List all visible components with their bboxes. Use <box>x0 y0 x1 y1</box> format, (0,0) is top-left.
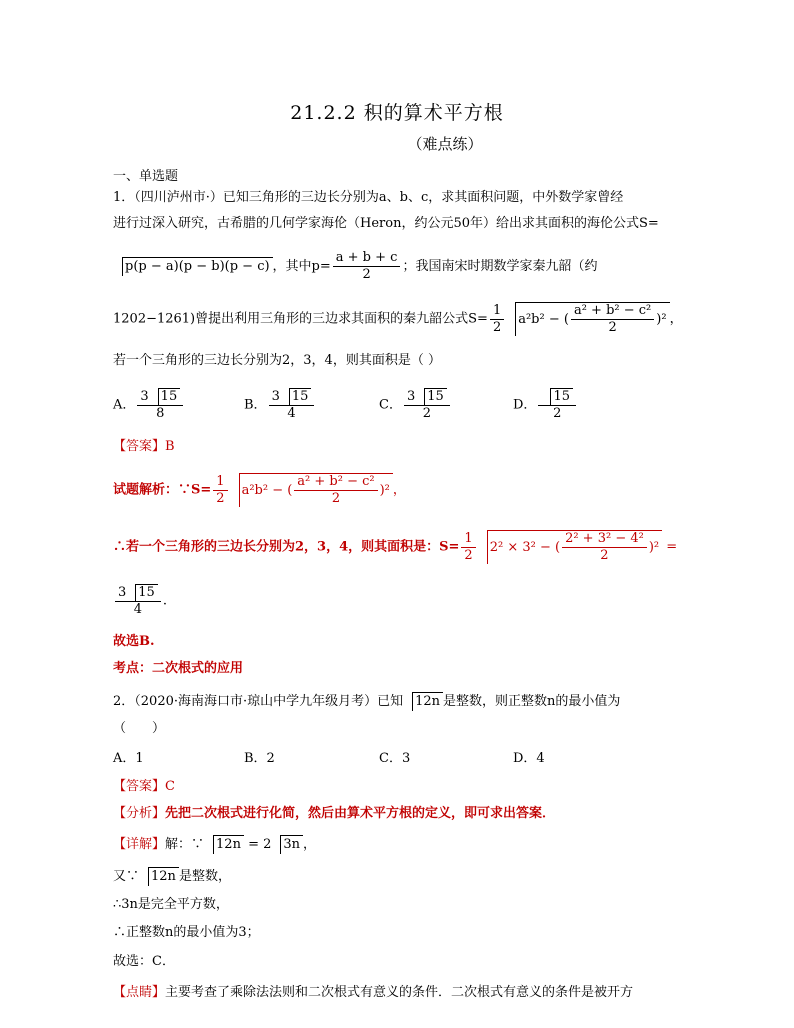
half-fraction: $\frac{1}{2}$ <box>490 303 504 336</box>
page-title: 21.2.2 积的算术平方根 <box>290 102 504 124</box>
q1-option-b: B． $\frac{3 15}{4}$ <box>244 388 316 422</box>
qin-sqrt: a²b² − ( $\frac{\text{a² + b² − c²}}{2}$ )² <box>506 302 669 336</box>
q1-analysis: 试题解析：∵S= $\frac{1}{2}$ a²b² − ( $\frac{\text{a² + b² − c²}}{2}$ )² ， <box>113 473 406 506</box>
q1-line3: p(p − a)(p − b)(p − c) ，其中p= $\frac{a + b + c}{2}$ ；我国南宋时期数学家秦九韶（约 <box>113 250 597 283</box>
page-subtitle: （难点练） <box>407 135 483 153</box>
p-fraction: $\frac{a + b + c}{2}$ <box>333 250 401 283</box>
q1-option-c: C． $\frac{3 15}{2}$ <box>379 388 452 422</box>
q2-xiangjie: 【详解】解：∵ 12n = 2 3n ， <box>113 837 317 852</box>
q1-kaodian: 考点：二次根式的应用 <box>113 661 244 676</box>
q1-option-d: D． $\frac{15}{2}$ <box>513 388 578 422</box>
q1-answer: 【答案】B <box>113 439 175 454</box>
q2-line1: 2．（2020·海南海口市·琼山中学九年级月考）已知 12n 是整数，则正整数n的最小值为 <box>113 694 621 709</box>
q1-line4: 1202−1261)曾提出利用三角形的三边求其面积的秦九韶公式S= $\frac{1}{2}$ a²b² − ( $\frac{\text{a² + b² − c²}}{2}$ )² ， <box>113 302 683 335</box>
q2-answer: 【答案】C <box>113 779 175 794</box>
q1-line1: 1．（四川泸州市·）已知三角形的三边长分别为a、b、c，求其面积问题，中外数学家曾经 <box>113 190 624 205</box>
q1-choose: 故选B. <box>113 634 155 649</box>
q2-so1: ∴3n是完全平方数， <box>113 897 229 912</box>
q2-option-d: D．4 <box>513 751 545 766</box>
q2-fenxi: 【分析】先把二次根式进行化简，然后由算术平方根的定义，即可求出答案． <box>113 806 556 821</box>
q2-dianjing: 【点睛】主要考查了乘除法法则和二次根式有意义的条件．二次根式有意义的条件是被开方 <box>113 985 634 1000</box>
section-heading: 一、单选题 <box>113 169 179 184</box>
q1-line2: 进行过深入研究，古希腊的几何学家海伦（Heron，约公元50年）给出求其面积的海伦公式S= <box>113 216 659 231</box>
q1-line5: 若一个三角形的三边长分别为2，3，4，则其面积是（ ） <box>113 353 441 368</box>
heron-sqrt: p(p − a)(p − b)(p − c) <box>113 257 273 276</box>
q2-option-c: C．3 <box>379 751 411 766</box>
q2-choose: 故选：C． <box>113 954 175 969</box>
q2-option-a: A．1 <box>113 751 144 766</box>
q2-so2: ∴正整数n的最小值为3； <box>113 925 260 940</box>
q2-you: 又∵ 12n 是整数， <box>113 869 231 884</box>
q1-result: $\frac{3 15}{4}$ . <box>113 584 167 618</box>
q1-therefore: ∴若一个三角形的三边长分别为2，3，4，则其面积是：S= $\frac{1}{2}$ 2² × 3² − ( $\frac{\text{2² + 3² − 4²}}{2}$ )² = <box>113 530 678 563</box>
q2-option-b: B．2 <box>244 751 275 766</box>
q1-option-a: A． $\frac{3 15}{8}$ <box>113 388 185 422</box>
q2-line2: （ ） <box>113 721 166 736</box>
